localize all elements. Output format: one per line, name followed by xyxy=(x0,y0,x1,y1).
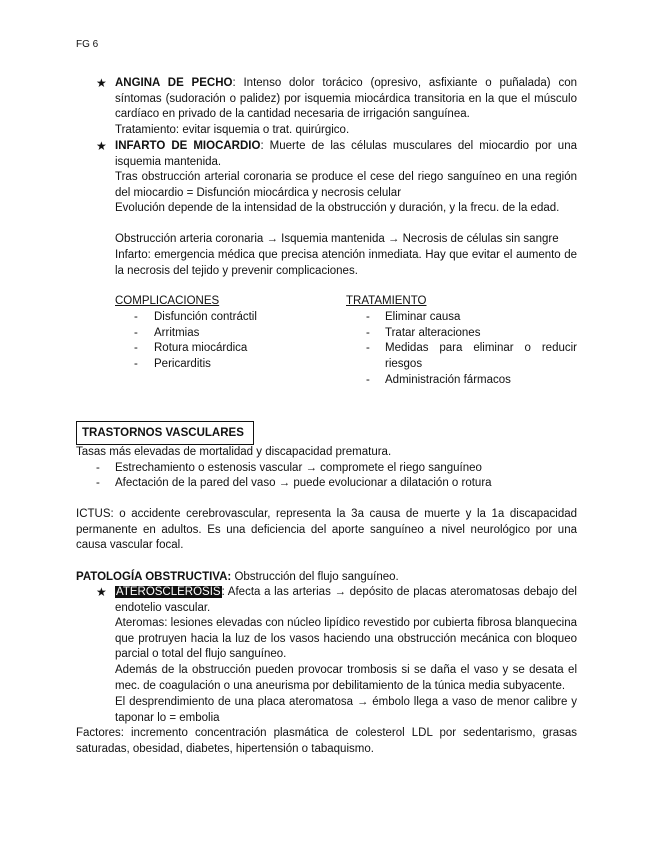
trastornos-title-box: TRASTORNOS VASCULARES xyxy=(76,421,254,445)
complicacion-item: Rotura miocárdica xyxy=(154,342,248,354)
angina-text: : Intenso dolor torácico (opresivo, asfixiante o puñalada) con síntomas (sudoración o palidez) por isquemia miocárdica transitoria en la que el músculo cardíaco en privado de la cantidad necesaria de irrigación sanguínea. xyxy=(115,77,577,121)
trastorno-item: Afectación de la pared del vaso → puede evolucionar a dilatación o rotura xyxy=(115,477,492,489)
infarto-p2: Evolución depende de la intensidad de la obstrucción y duración, y la frecu. de la edad. xyxy=(115,202,560,214)
tratamiento-item: Administración fármacos xyxy=(385,374,511,386)
star-bullet-icon: ★ xyxy=(96,585,107,599)
angina-treatment: Tratamiento: evitar isquemia o trat. quirúrgico. xyxy=(115,124,350,136)
infarto-title: INFARTO DE MIOCARDIO xyxy=(115,140,261,152)
complicaciones-title: COMPLICACIONES xyxy=(115,295,220,307)
factores-paragraph: Factores: incremento concentración plasmática de colesterol LDL por sedentarismo, grasas saturadas, obesidad, diabetes, hipertensión o tabaquismo. xyxy=(76,727,577,755)
trastorno-item: Estrechamiento o estenosis vascular → compromete el riego sanguíneo xyxy=(115,462,482,474)
dash-bullet: - xyxy=(134,342,138,354)
dash-bullet: - xyxy=(134,358,138,370)
angina-title: ANGINA DE PECHO xyxy=(115,77,233,89)
aterosclerosis-p3: El desprendimiento de una placa ateromatosa → émbolo llega a vaso de menor calibre y taponar lo = embolia xyxy=(115,696,577,724)
tratamiento-item: Eliminar causa xyxy=(385,311,461,323)
dash-bullet: - xyxy=(134,327,138,339)
aterosclerosis-p2: Además de la obstrucción pueden provocar trombosis si se daña el vaso y se desata el mec. de coagulación o una aneurisma por debilitamiento de la túnica media subyacente. xyxy=(115,664,577,692)
infarto-p1: Tras obstrucción arterial coronaria se produce el cese del riego sanguíneo en una región del miocardio = Disfunción miocárdica y necrosis celular xyxy=(115,171,577,199)
star-bullet-icon: ★ xyxy=(96,76,107,90)
tratamiento-item: Tratar alteraciones xyxy=(385,327,481,339)
complicacion-item: Disfunción contráctil xyxy=(154,311,257,323)
infarto-paragraph xyxy=(115,139,577,170)
angina-paragraph xyxy=(115,76,577,123)
dash-bullet: - xyxy=(96,477,100,489)
patologia-line xyxy=(76,570,399,586)
ictus-paragraph: ICTUS: o accidente cerebrovascular, representa la 3a causa de muerte y la 1a discapacidad permanente en adultos. Es una deficiencia del aporte sanguíneo a nivel neurológico por una causa vascular focal. xyxy=(76,508,577,552)
aterosclerosis-paragraph xyxy=(115,585,577,616)
infarto-p3: Obstrucción arteria coronaria → Isquemia mantenida → Necrosis de células sin sangre xyxy=(115,233,559,245)
infarto-text: : Muerte de las células musculares del miocardio por una isquemia mantenida. xyxy=(115,140,577,168)
dash-bullet: - xyxy=(96,462,100,474)
tratamiento-item: Medidas para eliminar o reducir riesgos xyxy=(385,342,577,370)
dash-bullet: - xyxy=(366,342,370,354)
complicacion-item: Pericarditis xyxy=(154,358,211,370)
complicacion-item: Arritmias xyxy=(154,327,200,339)
patologia-text: Obstrucción del flujo sanguíneo. xyxy=(231,571,399,583)
infarto-p4: Infarto: emergencia médica que precisa atención inmediata. Hay que evitar el aumento de la necrosis del tejido y prevenir complicaciones. xyxy=(115,249,577,277)
aterosclerosis-p1: Ateromas: lesiones elevadas con núcleo lipídico revestido por cubierta fibrosa blanquecina que protruyen hacia la luz de los vasos haciendo una obstrucción mecánica con bloqueo parcial o total del flujo sanguíneo. xyxy=(115,617,577,661)
star-bullet-icon: ★ xyxy=(96,139,107,153)
dash-bullet: - xyxy=(134,311,138,323)
tratamiento-title: TRATAMIENTO xyxy=(346,295,427,307)
dash-bullet: - xyxy=(366,311,370,323)
patologia-title: PATOLOGÍA OBSTRUCTIVA: xyxy=(76,571,232,583)
dash-bullet: - xyxy=(366,374,370,386)
aterosclerosis-highlight: ATEROSCLEROSIS xyxy=(116,586,221,598)
aterosclerosis-text: : Afecta a las arterias → depósito de placas ateromatosas debajo del endotelio vascular. xyxy=(115,586,577,614)
dash-bullet: - xyxy=(366,327,370,339)
trastornos-intro: Tasas más elevadas de mortalidad y discapacidad prematura. xyxy=(76,446,392,458)
page-header: FG 6 xyxy=(76,39,99,50)
